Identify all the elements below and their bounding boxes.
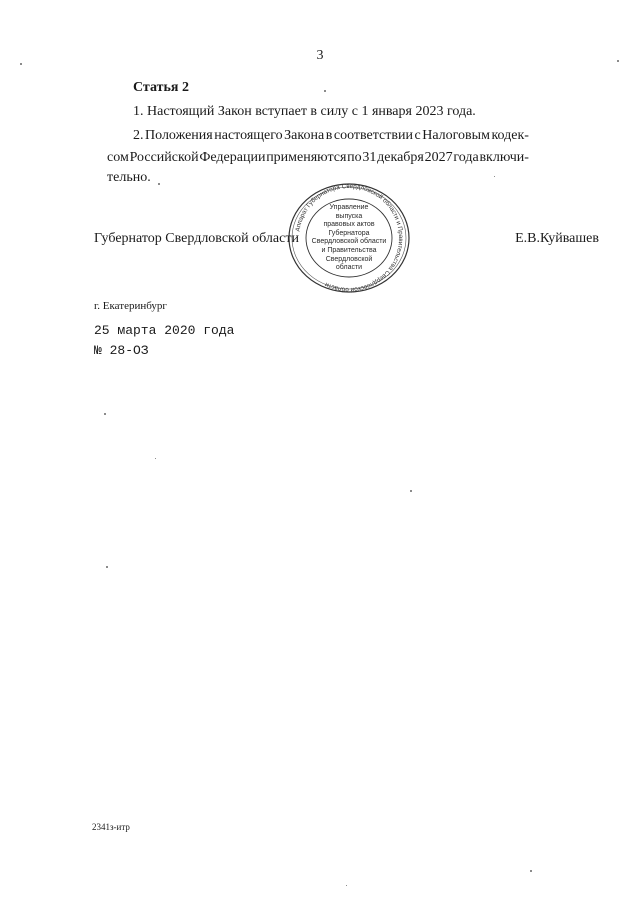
signatory-position: Губернатор Свердловской области <box>94 231 299 246</box>
official-seal <box>287 182 411 294</box>
paragraph-2-line-2-word: Федерации <box>199 150 266 165</box>
seal-center-line: Свердловской области <box>311 238 387 246</box>
seal-center-line: и Правительства <box>321 246 377 254</box>
page-number: 3 <box>316 48 324 63</box>
paragraph-2-line-2-word: декабря <box>377 150 424 165</box>
paragraph-2-line-2 <box>107 150 529 166</box>
city: г. Екатеринбург <box>94 300 167 312</box>
paragraph-2-line-1-word: соответствии <box>333 128 413 143</box>
paragraph-2-line-2-word: 2027 <box>424 150 453 165</box>
seal-center-line: правовых актов <box>323 221 375 229</box>
paragraph-2-line-1 <box>133 128 529 144</box>
paragraph-2-line-1-word: кодек- <box>491 128 529 143</box>
document-code: 2341з-итр <box>92 822 130 832</box>
paragraph-2-line-1-word: в <box>325 128 333 143</box>
article-title: Статья 2 <box>133 80 189 95</box>
seal-ring-text: Аппарат Губернатора Свердловской области и Правительства Свердловской области <box>294 182 405 294</box>
seal-center-line: Свердловской <box>325 255 373 263</box>
seal-center-line: выпуска <box>335 212 363 220</box>
paragraph-2-line-2-word: Российской <box>129 150 199 165</box>
paragraph-2-line-2-word: 31 <box>362 150 377 165</box>
seal-center-text <box>287 204 411 273</box>
paragraph-2-line-2-word: года <box>453 150 479 165</box>
paragraph-2-line-1-word: Закона <box>284 128 325 143</box>
paragraph-2-line-2-word: сом <box>107 150 129 165</box>
paragraph-2-line-1-word: Налоговым <box>422 128 490 143</box>
paragraph-2-line-1-word: настоящего <box>214 128 283 143</box>
seal-center-line: области <box>335 264 363 272</box>
seal-center-line: Управление <box>329 204 369 211</box>
paragraph-2-line-3: тельно. <box>107 170 151 185</box>
law-number: № 28-ОЗ <box>94 343 149 358</box>
paragraph-2-line-1-word: Положения <box>145 128 213 143</box>
paragraph-2-line-1-word: 2. <box>133 128 144 143</box>
paragraph-2-line-2-word: по <box>347 150 362 165</box>
paragraph-2-line-1-word: с <box>414 128 421 143</box>
paragraph-2-line-2-word: применяются <box>266 150 347 165</box>
signing-date: 25 марта 2020 года <box>94 323 235 338</box>
signatory-name: Е.В.Куйвашев <box>515 231 599 246</box>
paragraph-1: 1. Настоящий Закон вступает в силу с 1 января 2023 года. <box>133 104 476 119</box>
paragraph-2-line-2-word: включи- <box>479 150 529 165</box>
seal-center-line: Губернатора <box>328 229 370 237</box>
